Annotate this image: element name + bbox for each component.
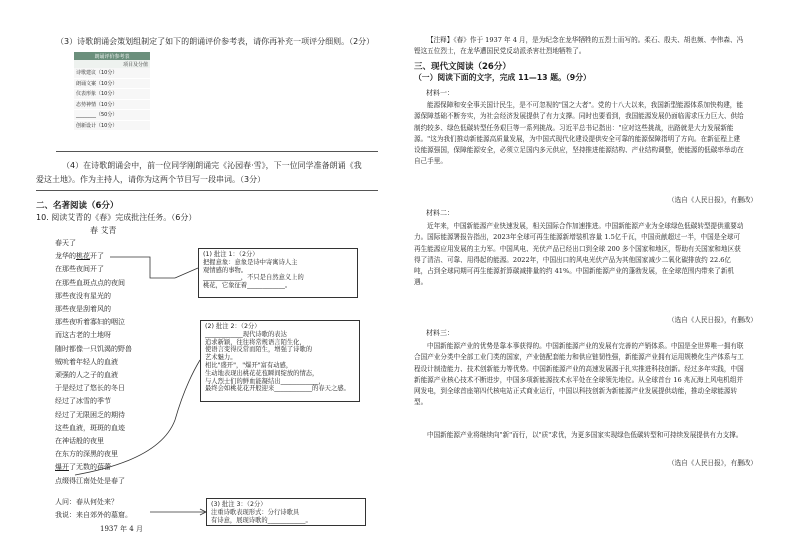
material-1-text: 能源保障和安全事关国计民生，是不可忽视的"国之大者"。党的十八大以来，我国新型能源体系加快构建，能源保障基础不断夯实，为社会经济发展提供了有力支撑。同时也要看到，我国能源发展仍面临需求压力巨大、供给制约较多、绿色低碳转型任务艰巨等一系列挑战。习近平总书记指出："应对这些挑战，出路就是大力发展新能源。"这为我们推动新能源高质量发展，为中国式现代化建设提供安全可靠的能源保障指明了方向。在新征程上建设能源强国，保障能源安全，必须立足国内多元供应，坚持推进能源结构、产业结构调整，使能源的低碳率举动在自己手里。: [414, 101, 744, 166]
poem-line: 在神话般的夜里: [55, 437, 104, 446]
poem-annotation: 【注释】《春》作于 1937 年 4 月，是为纪念在龙华牺牲的五烈士而写的。柔石、殷夫、胡也频、李伟森、冯铿这五位烈士，在龙华遭国民党反动派杀害壮烈地牺牲了。: [414, 36, 744, 56]
poem-line: 那些夜是刮着风的: [55, 305, 111, 314]
material-3-text: 中国新能源产业的优势是靠本事获得的。中国新能源产业的发展有完善的产销体系。中国是全世界唯一拥有联合国产业分类中全部工业门类的国家，产业链配套能力和供应链韧性强，新能源产业拥有运用规模化生产体系与工程设计制造能力、技术创新能力等优势。中国新能源产业的高速发展源于扎实推进科技创新。经过多年实践，中国新能源产业核心技术不断进步，中国多项新能源技术水平处在全球领先地位。从全球首台 16 兆瓦海上风电机组并网发电，到全球首座第四代核电站正式商业运行，中国以科技创新为新能源产业发展提供动能，推动全球能源转型。: [414, 342, 744, 407]
section-2-heading: 二、名著阅读（6分）: [36, 201, 119, 211]
poem-title: 春 艾青: [90, 226, 117, 235]
poem-line: 在那些血斑点点的夜间: [55, 278, 125, 287]
note2-line: 使语言变得反常而陌生，增强了诗歌的: [205, 346, 313, 354]
material-2-source: （选自《人民日报》，有删改）: [668, 316, 758, 324]
note2-line: 与人烈士们的鲜血能凝结出____________，: [205, 377, 325, 385]
material-3-source: （选自《人民日报》，有删改）: [668, 459, 758, 467]
note2-line: 追求新颖，往往将常规语言陌生化，: [205, 338, 306, 346]
table-subheader: 项目及分值: [74, 60, 150, 68]
poem-ending-1: 人问：春从何处来？: [55, 498, 118, 506]
material-3-text-2: 中国新能源产业将继续向"新"而行，以"质"求优，为更多国家实现绿色低碳转型和可持续发展提供有力支撑。: [427, 431, 743, 439]
poem-line: 随时都像一只饥渴的野兽: [55, 344, 132, 353]
poem-line: 爆开了无数的蓓蕾: [55, 463, 111, 472]
table-title: 朗诵评价参考表: [74, 52, 150, 60]
poem-date: 1937 年 4 月: [100, 525, 143, 533]
note1-line: 观情感的事物。: [203, 266, 248, 274]
note1-line: (1) 批注 1：（2分）: [203, 251, 259, 258]
question-4-line1: （4）在诗歌朗诵会中，前一位同学刚朗诵完《沁园春·雪》，下一位同学准备朗诵《我: [62, 161, 362, 170]
connector-2: [75, 360, 200, 475]
poem-line: 春天了: [55, 239, 76, 247]
note2-line: ____________现代诗歌的表达: [205, 330, 287, 338]
note3-line: 有诗意，展现诗歌的____________。: [211, 516, 312, 524]
material-3-label: 材料三：: [426, 329, 454, 337]
part-1-heading: （一）阅读下面的文字，完成 11—13 题。（9分）: [414, 73, 591, 82]
poem-line: 龙华的桃花开了: [55, 252, 104, 261]
note1-line: 把握意象：意象是诗中寄寓诗人主: [203, 258, 298, 266]
material-2-label: 材料二：: [426, 209, 454, 217]
note2-line: 艺术魅力。: [205, 354, 237, 362]
note1-line: ____________，不只是自然意义上的: [203, 274, 304, 282]
question-4-line2: 爱这土地》。作为主持人，请你为这两个节目写一段串词。（3分）: [36, 175, 266, 184]
material-1-source: （选自《人民日报》，有删改）: [668, 196, 758, 204]
table-row: 态势神情（10分）: [74, 99, 150, 110]
poem-line: 那些夜没有星光的: [55, 291, 111, 300]
poem-line: 而这古老的土地呀: [55, 331, 111, 340]
poem-line: 经过了无限困乏的期待: [55, 410, 125, 419]
poem-line: 点缀得江南处处是春了: [55, 476, 125, 485]
table-row: 朗诵文案（10分）: [74, 78, 150, 89]
material-2-text: 近年来，中国新能源产业快速发展，相关国际合作加速推进。中国新能源产业为全球绿色低碳转型提供重要动力。国际能源署报告指出，2023年全球可再生能源新增装机容量 1.5亿千瓦，中国贡献超过一半，中国是全球可再生能源应用发展的主力军。中国风电、光伏产品已经出口到全球 200 多个国家和地区，帮助有关国家和地区获得了清洁、可靠、用得起的能源。2022年，中国出口的风电光伏产品为其他国家减少二氧化碳排放约 22.6亿吨，占到全球同期可再生能源折算碳减排量的约 41%。中国新能源产业的蓬勃发展，在全球范围内带来了新机遇。: [414, 222, 744, 287]
note3-line: (3) 批注 3：（2分）: [211, 501, 267, 508]
poem-line: 在那些夜间开了: [55, 265, 104, 274]
table-row: 诗歌建议（10分）: [74, 68, 150, 78]
poem-line: 这些血液，斑斑的血迹: [55, 423, 125, 432]
material-1-label: 材料一：: [426, 89, 454, 97]
note3-line: 注重诗歌表现形式：分行诗歌具: [211, 508, 300, 516]
poem-line: 于是经过了悠长的冬日: [55, 384, 125, 393]
poem-line: 贼吮着年轻人的血液: [55, 357, 118, 366]
poem-line: 在东方的深黑的夜里: [55, 450, 118, 459]
table-row: 仪表形象（10分）: [74, 89, 150, 100]
table-row: 创新设计（10分）: [74, 120, 150, 131]
question-3-prompt: （3）诗歌朗诵会策划组制定了如下的朗诵评价参考表，请你再补充一项评分细则。（2分）: [56, 37, 375, 46]
poem-line: 经过了冰雪的季节: [55, 397, 111, 406]
note2-line: 生动地表现出桃花花苞瞬间绽放的情态，: [205, 369, 319, 377]
section-3-heading: 三、现代文阅读（26分）: [414, 62, 511, 72]
note2-line: 最终会如桃花花开般迎来____________的春天之感。: [205, 385, 350, 393]
poem-ending-2: 我说：来自郊外的墓窟。: [55, 511, 132, 519]
connector-1-arrow: [175, 268, 198, 278]
connector-1: [110, 257, 175, 278]
poem-line: 那些夜听着寡妇的咽泣: [55, 318, 125, 327]
note1-line: 桃花，它象征着____________。: [203, 282, 292, 290]
poem-line: 顽强的人之子的血液: [55, 371, 118, 380]
question-10-prompt: 10. 阅读艾青的《春》完成批注任务。（6分）: [36, 213, 197, 222]
note2-line: (2) 批注 2：（2分）: [205, 323, 261, 330]
table-row-blank[interactable]: ________（50分）: [74, 110, 150, 121]
note2-line: 相比"盛开"，"爆开"富有动感，: [205, 361, 293, 369]
